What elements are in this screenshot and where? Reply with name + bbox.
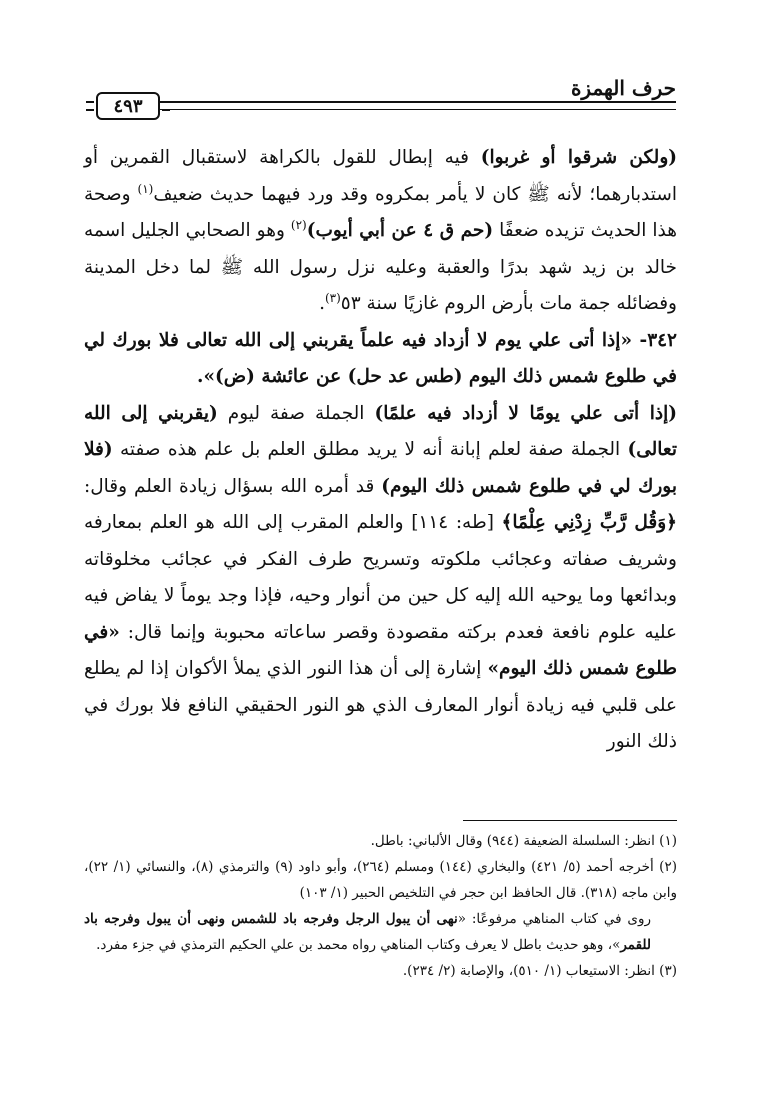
hadith-entry-342: ٣٤٢- «إذا أتى علي يوم لا أزداد فيه علماً يقربني إلى الله تعالى فلا بورك لي في طلوع شمس ذلك اليوم (طس عد حل) عن عائشة (ض)». [84, 329, 677, 387]
text-run: الجملة صفة لعلم إبانة أنه لا يريد مطلق العلم بل علم هذه صفته [112, 439, 628, 460]
footnote-ref-2[interactable]: (٢) [290, 217, 307, 232]
footnote-ref-1[interactable]: (١) [137, 181, 154, 196]
text-run: إشارة إلى أن هذا النور الذي يملأ الأكوان إذا لم يطلع على قلبي فيه زيادة أنوار المعارف الذي هو النور الحقيقي النافع فلا بورك في ذلك النور [84, 658, 677, 752]
main-text [84, 140, 677, 761]
text-run: فيه إبطال للقول بالكراهة لاستقبال القمرين أو استدبارهما؛ لأنه ﷺ كان لا يأمر بمكروه وقد ورد فيهما حديث ضعيف [84, 147, 677, 205]
quoted-phrase: (يقربني إلى الله تعالى) [84, 402, 678, 460]
quoted-phrase: «في طلوع شمس ذلك اليوم» [84, 621, 677, 679]
footnote-separator [463, 820, 677, 821]
footnote-1: (١) انظر: السلسلة الضعيفة (٩٤٤) وقال الألباني: باطل. [370, 833, 677, 849]
page-number: ٤٩٣ [96, 92, 160, 120]
paragraph-commentary-2 [84, 396, 677, 761]
text-run: [طه: ١١٤] والعلم المقرب إلى الله هو العلم بمعارفه وشريف صفاته وعجائب ملكوته وتسريح طرف الفكر في عجائب مخلوقاته وبدائعها وما يوحيه الله إليه كل حين من أنوار وحيه، فإذا وجد يوماً لا يفاض فيه عليه علوم نافعة فعدم بركته مقصودة وقصر ساعاته محبوبة وإنما قال: [84, 512, 677, 643]
quoted-phrase: (إذا أتى علي يومًا لا أزداد فيه علمًا) [374, 402, 677, 424]
text-run: وصحة هذا الحديث تزيده ضعفًا [84, 183, 677, 241]
quoted-phrase: (ولكن شرقوا أو غربوا) [480, 147, 678, 168]
quran-verse: ﴿وَقُل رَّبِّ زِدْنِي عِلْمًا﴾ [501, 512, 677, 533]
text-run: الجملة صفة ليوم [217, 402, 375, 424]
paragraph-commentary-1 [84, 140, 677, 323]
quoted-phrase: (فلا بورك لي في طلوع شمس ذلك اليوم) [84, 439, 677, 497]
footnotes [84, 828, 677, 984]
footnote-3: (٣) انظر: الاستيعاب (١/ ٥١٠)، والإصابة (٢/ ٢٣٤). [402, 963, 677, 979]
footnote-ref-3[interactable]: (٣) [324, 290, 341, 305]
text-run: قد أمره الله بسؤال زيادة العلم وقال: [84, 475, 382, 497]
source-citation: (حم ق ٤ عن أبي أيوب) [306, 220, 494, 241]
footnote-2-continued [84, 906, 677, 958]
text-run: . [319, 293, 325, 314]
text-run: وهو الصحابي الجليل اسمه خالد بن زيد شهد بدرًا والعقبة وعليه نزل رسول الله ﷺ لما دخل المدينة وفضائله جمة مات بأرض الروم غازيًا سنة ٥٣ [84, 220, 677, 314]
text-run: روى في كتاب المناهي مرفوعًا: « [457, 911, 651, 927]
text-run: »، وهو حديث باطل لا يعرف وكتاب المناهي رواه محمد بن علي الحكيم الترمذي في جزء مفرد. [96, 937, 621, 953]
footnote-2: (٢) أخرجه أحمد (٥/ ٤٢١) والبخاري (١٤٤) ومسلم (٢٦٤)، وأبو داود (٩) والترمذي (٨)، والنسائي (١/ ٢٢)، وابن ماجه (٣١٨). قال الحافظ ابن حجر في التلخيص الحبير (١/ ١٠٣) [84, 859, 677, 901]
running-title: حرف الهمزة [570, 76, 676, 100]
quoted-hadith: نهى أن يبول الرجل وفرجه باد للشمس ونهى أن يبول وفرجه باد للقمر [84, 911, 651, 953]
header-rule [160, 101, 676, 110]
